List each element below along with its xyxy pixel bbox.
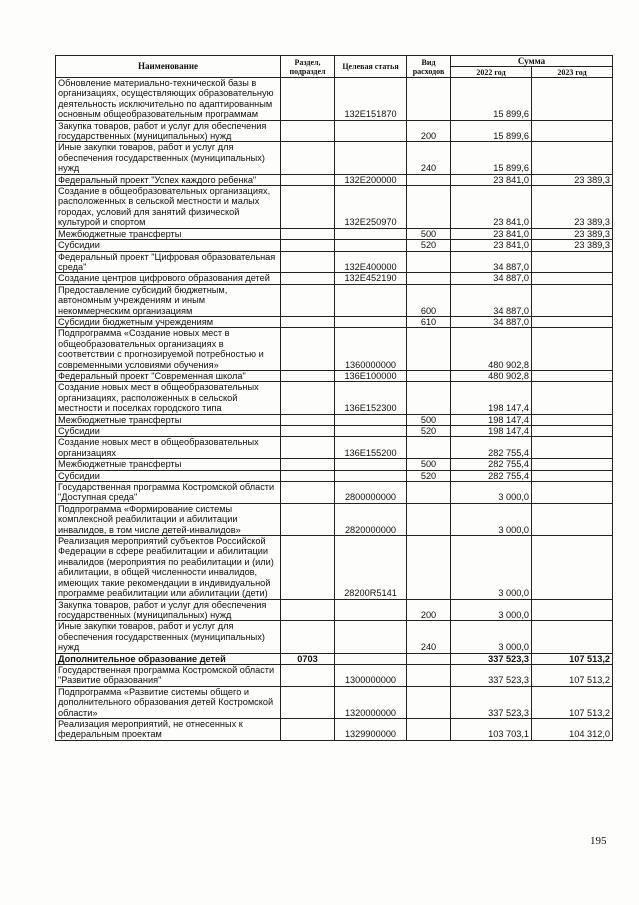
cell-y2023 — [532, 273, 613, 284]
table-row — [56, 284, 613, 316]
cell-name: Подпрограмма «Создание новых мест в общеобразовательных организациях в соответствии с прогнозируемой потребностью и современными условиями обучения» — [56, 328, 281, 371]
cell-type — [407, 718, 451, 740]
table-row — [56, 414, 613, 425]
cell-section — [281, 482, 335, 504]
cell-type: 610 — [407, 316, 451, 327]
cell-name: Субсидии — [56, 426, 281, 437]
cell-section — [281, 273, 335, 284]
cell-y2023 — [532, 78, 613, 121]
cell-y2023 — [532, 536, 613, 599]
table-body — [56, 78, 613, 741]
cell-section — [281, 599, 335, 621]
cell-type — [407, 370, 451, 381]
table-row — [56, 437, 613, 459]
cell-target: 1360000000 — [335, 328, 407, 371]
cell-y2023 — [532, 284, 613, 316]
cell-section — [281, 120, 335, 142]
table-row — [56, 174, 613, 185]
cell-name: Иные закупки товаров, работ и услуг для обеспечения государственных (муниципальных) нужд — [56, 621, 281, 653]
cell-type — [407, 664, 451, 686]
header-target: Целевая статья — [335, 56, 407, 78]
cell-name: Межбюджетные трансферты — [56, 459, 281, 470]
cell-section — [281, 228, 335, 239]
table-row — [56, 686, 613, 718]
cell-section — [281, 316, 335, 327]
cell-y2022: 15 899,6 — [451, 120, 532, 142]
table-row — [56, 78, 613, 121]
cell-y2023: 23 389,3 — [532, 228, 613, 239]
cell-name: Закупка товаров, работ и услуг для обеспечения государственных (муниципальных) нужд — [56, 120, 281, 142]
cell-y2022: 337 523,3 — [451, 653, 532, 664]
cell-section — [281, 470, 335, 481]
cell-type — [407, 186, 451, 229]
cell-target: 132E452190 — [335, 273, 407, 284]
cell-y2023 — [532, 482, 613, 504]
cell-y2023 — [532, 370, 613, 381]
cell-name: Реализация мероприятий, не отнесенных к федеральным проектам — [56, 718, 281, 740]
header-2022: 2022 год — [451, 67, 532, 78]
cell-y2023: 23 389,3 — [532, 240, 613, 251]
cell-y2023 — [532, 414, 613, 425]
cell-type — [407, 437, 451, 459]
table-row — [56, 459, 613, 470]
cell-section — [281, 240, 335, 251]
cell-type: 500 — [407, 459, 451, 470]
cell-name: Федеральный проект "Цифровая образовательная среда" — [56, 251, 281, 273]
cell-target — [335, 120, 407, 142]
cell-y2023 — [532, 459, 613, 470]
cell-section — [281, 328, 335, 371]
cell-y2022: 34 887,0 — [451, 316, 532, 327]
cell-target: 132E151870 — [335, 78, 407, 121]
header-type: Вид расходов — [407, 56, 451, 78]
cell-type: 520 — [407, 426, 451, 437]
table-row — [56, 240, 613, 251]
cell-y2023 — [532, 382, 613, 414]
cell-y2023 — [532, 470, 613, 481]
cell-name: Дополнительное образование детей — [56, 653, 281, 664]
cell-target — [335, 414, 407, 425]
cell-y2022: 198 147,4 — [451, 414, 532, 425]
cell-y2022: 23 841,0 — [451, 174, 532, 185]
cell-y2023 — [532, 426, 613, 437]
table-row — [56, 470, 613, 481]
table-row — [56, 599, 613, 621]
cell-section — [281, 686, 335, 718]
page-number: 195 — [590, 835, 607, 847]
cell-type: 520 — [407, 240, 451, 251]
cell-target: 1329900000 — [335, 718, 407, 740]
cell-type — [407, 273, 451, 284]
table-row — [56, 621, 613, 653]
cell-y2022: 480 902,8 — [451, 370, 532, 381]
cell-y2022: 23 841,0 — [451, 186, 532, 229]
cell-target: 28200R5141 — [335, 536, 407, 599]
cell-y2023 — [532, 316, 613, 327]
cell-y2022: 23 841,0 — [451, 240, 532, 251]
cell-section — [281, 621, 335, 653]
cell-name: Государственная программа Костромской области "Развитие образования" — [56, 664, 281, 686]
table-row — [56, 482, 613, 504]
cell-y2022: 3 000,0 — [451, 482, 532, 504]
cell-y2023: 23 389,3 — [532, 174, 613, 185]
cell-type — [407, 328, 451, 371]
cell-target — [335, 426, 407, 437]
cell-name: Предоставление субсидий бюджетным, автономным учреждениям и иным некоммерческим организациям — [56, 284, 281, 316]
table-row — [56, 664, 613, 686]
cell-y2023 — [532, 437, 613, 459]
cell-section — [281, 414, 335, 425]
table-row — [56, 316, 613, 327]
table-row — [56, 718, 613, 740]
cell-y2022: 15 899,6 — [451, 78, 532, 121]
cell-target: 132E400000 — [335, 251, 407, 273]
cell-target: 132E250970 — [335, 186, 407, 229]
header-2023: 2023 год — [532, 67, 613, 78]
cell-y2022: 3 000,0 — [451, 621, 532, 653]
cell-name: Создание новых мест в общеобразовательных организациях — [56, 437, 281, 459]
cell-section — [281, 142, 335, 174]
cell-y2023: 23 389,3 — [532, 186, 613, 229]
cell-type: 500 — [407, 228, 451, 239]
cell-y2022: 337 523,3 — [451, 664, 532, 686]
table-row — [56, 653, 613, 664]
cell-type — [407, 251, 451, 273]
cell-section — [281, 186, 335, 229]
cell-y2023: 107 513,2 — [532, 664, 613, 686]
cell-type — [407, 174, 451, 185]
cell-y2022: 480 902,8 — [451, 328, 532, 371]
cell-y2023 — [532, 142, 613, 174]
cell-target: 2800000000 — [335, 482, 407, 504]
table-row — [56, 142, 613, 174]
cell-section — [281, 284, 335, 316]
cell-name: Подпрограмма «Развитие системы общего и дополнительного образования детей Костромской области» — [56, 686, 281, 718]
cell-name: Федеральный проект "Современная школа" — [56, 370, 281, 381]
cell-y2022: 282 755,4 — [451, 459, 532, 470]
table-row — [56, 536, 613, 599]
table-row — [56, 186, 613, 229]
cell-y2022: 337 523,3 — [451, 686, 532, 718]
cell-target: 1300000000 — [335, 664, 407, 686]
header-section: Раздел, подраздел — [281, 56, 335, 78]
cell-target: 136E100000 — [335, 370, 407, 381]
cell-y2022: 3 000,0 — [451, 503, 532, 535]
table-row — [56, 370, 613, 381]
cell-type — [407, 653, 451, 664]
table-row — [56, 273, 613, 284]
cell-type — [407, 536, 451, 599]
cell-type: 200 — [407, 599, 451, 621]
cell-section: 0703 — [281, 653, 335, 664]
cell-type: 520 — [407, 470, 451, 481]
cell-type: 200 — [407, 120, 451, 142]
cell-y2023 — [532, 251, 613, 273]
cell-y2022: 198 147,4 — [451, 382, 532, 414]
cell-y2022: 103 703,1 — [451, 718, 532, 740]
cell-name: Межбюджетные трансферты — [56, 228, 281, 239]
table-row — [56, 426, 613, 437]
cell-target — [335, 240, 407, 251]
cell-name: Иные закупки товаров, работ и услуг для обеспечения государственных (муниципальных) нужд — [56, 142, 281, 174]
cell-target — [335, 621, 407, 653]
cell-target: 132E200000 — [335, 174, 407, 185]
cell-name: Субсидии — [56, 240, 281, 251]
cell-name: Закупка товаров, работ и услуг для обеспечения государственных (муниципальных) нужд — [56, 599, 281, 621]
cell-name: Реализация мероприятий субъектов Российской Федерации в сфере реабилитации и абилитации инвалидов (мероприятия по реабилитации и (или) абилитации, в общей численности инвалидов, имеющих такие рекомендации в индивидуальной программе реабилитации или абилитации (дети) — [56, 536, 281, 599]
table-row — [56, 382, 613, 414]
cell-target — [335, 653, 407, 664]
cell-type: 500 — [407, 414, 451, 425]
cell-name: Подпрограмма «Формирование системы комплексной реабилитации и абилитации инвалидов, в том числе детей-инвалидов» — [56, 503, 281, 535]
cell-name: Государственная программа Костромской области "Доступная среда" — [56, 482, 281, 504]
cell-y2022: 282 755,4 — [451, 470, 532, 481]
cell-section — [281, 370, 335, 381]
cell-y2023 — [532, 621, 613, 653]
cell-name: Создание центров цифрового образования детей — [56, 273, 281, 284]
table-row — [56, 120, 613, 142]
cell-y2022: 34 887,0 — [451, 251, 532, 273]
cell-section — [281, 536, 335, 599]
cell-target: 2820000000 — [335, 503, 407, 535]
cell-target: 136E152300 — [335, 382, 407, 414]
cell-name: Обновление материально-технической базы в организациях, осуществляющих образовательную деятельность исключительно по адаптированным основным общеобразовательным программам — [56, 78, 281, 121]
cell-name: Субсидии — [56, 470, 281, 481]
cell-type — [407, 78, 451, 121]
table-row — [56, 228, 613, 239]
header-sum: Сумма — [451, 56, 613, 67]
cell-section — [281, 503, 335, 535]
cell-target: 1320000000 — [335, 686, 407, 718]
cell-target — [335, 599, 407, 621]
cell-y2022: 34 887,0 — [451, 273, 532, 284]
cell-section — [281, 382, 335, 414]
cell-y2023 — [532, 328, 613, 371]
cell-y2022: 198 147,4 — [451, 426, 532, 437]
table-row — [56, 251, 613, 273]
cell-y2023 — [532, 503, 613, 535]
cell-section — [281, 718, 335, 740]
cell-type — [407, 686, 451, 718]
cell-name: Субсидии бюджетным учреждениям — [56, 316, 281, 327]
cell-y2023 — [532, 120, 613, 142]
cell-y2022: 282 755,4 — [451, 437, 532, 459]
cell-type: 600 — [407, 284, 451, 316]
cell-section — [281, 251, 335, 273]
cell-type: 240 — [407, 621, 451, 653]
cell-name: Федеральный проект "Успех каждого ребенка" — [56, 174, 281, 185]
cell-type — [407, 482, 451, 504]
cell-y2022: 15 899,6 — [451, 142, 532, 174]
cell-target — [335, 228, 407, 239]
cell-type: 240 — [407, 142, 451, 174]
cell-target — [335, 459, 407, 470]
cell-y2023 — [532, 599, 613, 621]
table-row — [56, 328, 613, 371]
cell-type — [407, 382, 451, 414]
cell-y2022: 3 000,0 — [451, 599, 532, 621]
cell-y2022: 23 841,0 — [451, 228, 532, 239]
budget-table — [55, 55, 613, 741]
cell-name: Создание новых мест в общеобразовательных организациях, расположенных в сельской местности и поселках городского типа — [56, 382, 281, 414]
cell-type — [407, 503, 451, 535]
header-name: Наименование — [56, 56, 281, 78]
cell-target — [335, 470, 407, 481]
table-row — [56, 503, 613, 535]
cell-section — [281, 174, 335, 185]
cell-y2023: 107 513,2 — [532, 686, 613, 718]
cell-y2022: 34 887,0 — [451, 284, 532, 316]
cell-y2023: 107 513,2 — [532, 653, 613, 664]
cell-y2023: 104 312,0 — [532, 718, 613, 740]
cell-section — [281, 426, 335, 437]
cell-section — [281, 459, 335, 470]
cell-target — [335, 284, 407, 316]
cell-target: 136E155200 — [335, 437, 407, 459]
cell-target — [335, 316, 407, 327]
cell-section — [281, 437, 335, 459]
cell-name: Межбюджетные трансферты — [56, 414, 281, 425]
cell-target — [335, 142, 407, 174]
cell-y2022: 3 000,0 — [451, 536, 532, 599]
cell-section — [281, 664, 335, 686]
cell-name: Создание в общеобразовательных организациях, расположенных в сельской местности и малых городах, условий для занятий физической культурой и спортом — [56, 186, 281, 229]
cell-section — [281, 78, 335, 121]
